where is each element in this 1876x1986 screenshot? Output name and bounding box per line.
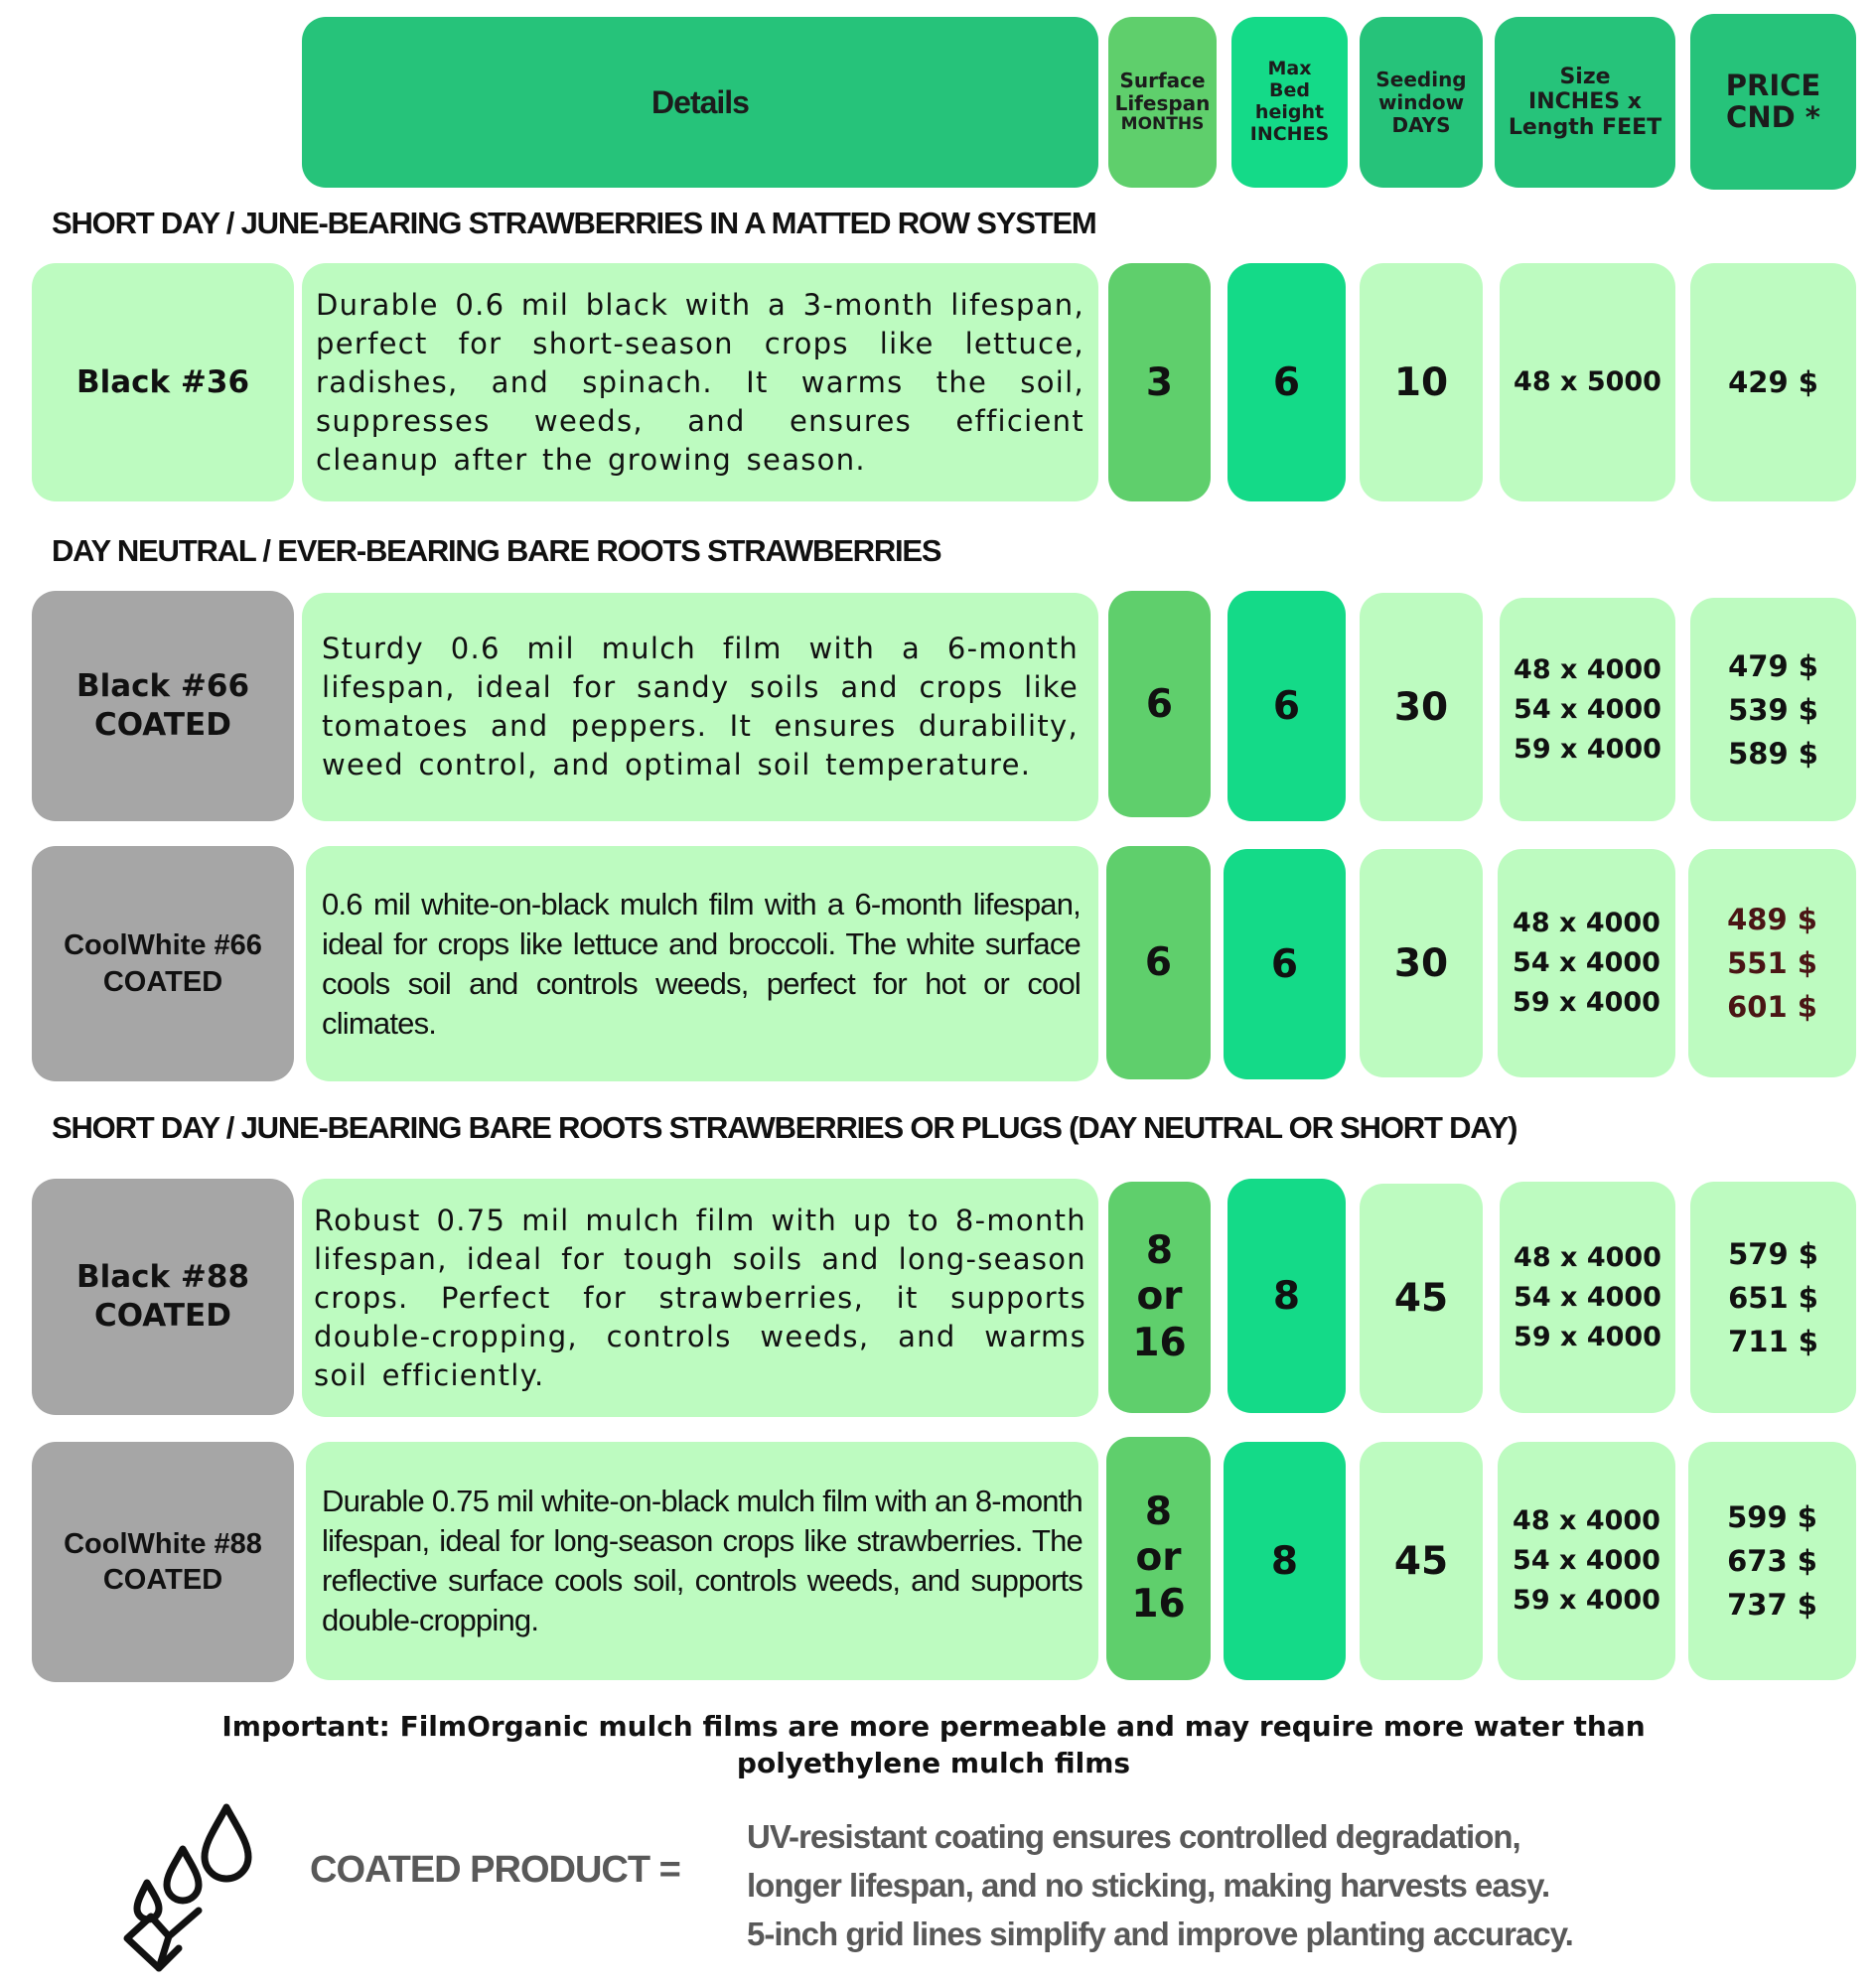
size-value: 54 x 4000 (1513, 1545, 1660, 1576)
price-value: 711 $ (1728, 1324, 1818, 1358)
size-value: 48 x 5000 (1514, 366, 1661, 397)
lifespan-cell (1108, 1182, 1211, 1413)
price-value: 737 $ (1727, 1588, 1817, 1622)
seeding-window-cell (1360, 263, 1483, 501)
price-value: 673 $ (1727, 1544, 1817, 1578)
header-surface-lifespan (1108, 17, 1217, 188)
price-value: 539 $ (1728, 692, 1818, 727)
product-description-text: Robust 0.75 mil mulch film with up to 8-month lifespan, ideal for tough soils and long-season crops. Perfect for strawberries, it supports double-cropping, controls weeds, and warms soil efficiently. (314, 1203, 1086, 1392)
header-size (1495, 17, 1675, 188)
size-value: 59 x 4000 (1514, 733, 1661, 765)
bed-height-cell (1224, 849, 1346, 1079)
size-value: 59 x 4000 (1513, 987, 1660, 1018)
lifespan-value: 16 (1132, 1320, 1187, 1365)
seeding-window-cell (1360, 1184, 1483, 1413)
seeding-window-value: 30 (1393, 940, 1449, 986)
product-description-text: Sturdy 0.6 mil mulch film with a 6-month lifespan, ideal for sandy soils and crops like tomatoes and peppers. It ensures durability, weed control, and optimal soil temperature. (322, 632, 1079, 781)
price-value: 489 $ (1727, 903, 1817, 936)
lifespan-value: 6 (1145, 681, 1174, 727)
coated-product-label: COATED PRODUCT = (310, 1849, 680, 1891)
price-value: 599 $ (1727, 1500, 1817, 1534)
header-size-line2: INCHES x (1528, 89, 1642, 115)
product-description-text: Durable 0.75 mil white-on-black mulch film with an 8-month lifespan, ideal for long-season crops like strawberries. The reflective surface cools soil, controls weeds, and supports double-cropping. (322, 1484, 1082, 1637)
seeding-window-value: 30 (1393, 684, 1449, 730)
size-cell (1500, 1182, 1675, 1413)
header-seeding-window (1360, 17, 1483, 188)
size-value: 48 x 4000 (1513, 1505, 1660, 1536)
product-description-text: 0.6 mil white-on-black mulch film with a 6-month lifespan, ideal for crops like lettuce and broccoli. The white surface cools soil and controls weeds, perfect for hot or cool climates. (322, 886, 1081, 1041)
product-description (306, 846, 1098, 1081)
header-price (1690, 14, 1856, 190)
seeding-window-value: 45 (1393, 1276, 1449, 1321)
lifespan-cell (1106, 1437, 1211, 1680)
coated-line: 5-inch grid lines simplify and improve planting accuracy. (747, 1915, 1573, 1952)
lifespan-value: 8 (1144, 1490, 1173, 1535)
product-description (306, 1442, 1098, 1680)
bed-height-value: 6 (1272, 359, 1301, 405)
header-seeding-window-line3: DAYS (1391, 112, 1451, 137)
header-surface-lifespan-line2: Lifespan (1114, 91, 1211, 116)
size-value: 48 x 4000 (1514, 653, 1661, 685)
header-price-line1: PRICE (1725, 68, 1821, 102)
header-price-line2: CND * (1726, 99, 1820, 134)
product-name-line: COATED (102, 1564, 223, 1596)
lifespan-value: 6 (1144, 940, 1173, 985)
product-name-line: COATED (94, 707, 231, 743)
price-value: 589 $ (1728, 736, 1818, 771)
size-cell (1500, 263, 1675, 501)
important-note: Important: FilmOrganic mulch films are more permeable and may require more water than polyethylene mulch films (221, 1710, 1646, 1779)
seeding-window-value: 45 (1393, 1538, 1449, 1584)
product-name-line: CoolWhite #88 (64, 1527, 262, 1560)
size-value: 59 x 4000 (1513, 1585, 1660, 1616)
size-value: 54 x 4000 (1514, 693, 1661, 725)
header-details (302, 17, 1098, 188)
price-cell (1690, 598, 1856, 821)
size-cell (1500, 598, 1675, 821)
product-name-coolwhite-88 (32, 1442, 294, 1682)
lifespan-value: or (1136, 1274, 1183, 1320)
product-description (302, 1179, 1098, 1417)
seeding-window-value: 10 (1393, 359, 1449, 405)
plant-with-water-drops-icon (117, 1799, 256, 1978)
header-max-bed-height (1231, 17, 1348, 188)
coated-line: longer lifespan, and no sticking, making harvests easy. (747, 1867, 1550, 1904)
section-title: SHORT DAY / JUNE-BEARING BARE ROOTS STRAWBERRIES OR PLUGS (DAY NEUTRAL OR SHORT DAY) (52, 1110, 1517, 1145)
size-value: 54 x 4000 (1514, 1281, 1661, 1313)
price-value: 479 $ (1728, 648, 1818, 683)
price-value: 651 $ (1728, 1280, 1818, 1315)
size-value: 48 x 4000 (1514, 1241, 1661, 1273)
lifespan-value: or (1135, 1535, 1182, 1581)
product-name-coolwhite-66 (32, 846, 294, 1081)
bed-height-value: 8 (1272, 1273, 1301, 1319)
price-cell (1690, 1182, 1856, 1413)
bed-height-cell (1227, 263, 1346, 501)
bed-height-cell (1227, 1179, 1346, 1413)
coated-product-description (747, 1812, 1573, 1958)
product-name-line: Black #66 (75, 668, 250, 705)
header-seeding-window-line1: Seeding (1375, 67, 1467, 91)
header-seeding-window-line2: window (1377, 89, 1465, 114)
header-size-line3: Length FEET (1508, 114, 1662, 140)
lifespan-value: 16 (1131, 1581, 1186, 1627)
section-title: DAY NEUTRAL / EVER-BEARING BARE ROOTS STRAWBERRIES (52, 533, 941, 568)
header-surface-lifespan-line3: MONTHS (1120, 114, 1205, 135)
seeding-window-cell (1360, 1442, 1483, 1680)
product-name-black-66 (32, 591, 294, 821)
product-name-line: COATED (94, 1298, 231, 1334)
product-name-black-88 (32, 1179, 294, 1415)
header-max-bed-height-line2: Bed (1269, 79, 1310, 102)
bed-height-value: 6 (1272, 683, 1301, 729)
header-surface-lifespan-line1: Surface (1119, 69, 1206, 93)
price-value: 551 $ (1727, 946, 1817, 980)
size-value: 54 x 4000 (1513, 947, 1660, 978)
bed-height-cell (1227, 591, 1346, 821)
product-description (302, 263, 1098, 501)
lifespan-cell (1106, 846, 1211, 1079)
size-value: 48 x 4000 (1513, 908, 1660, 938)
product-name-line: Black #88 (75, 1259, 250, 1296)
header-max-bed-height-line1: Max (1267, 58, 1312, 80)
header-details-label: Details (651, 83, 749, 120)
product-name-line: CoolWhite #66 (64, 929, 262, 962)
price-value: 429 $ (1728, 365, 1818, 399)
bed-height-value: 6 (1270, 941, 1299, 987)
product-description (302, 593, 1098, 821)
size-value: 59 x 4000 (1514, 1321, 1661, 1352)
product-name-black-36 (32, 263, 294, 501)
lifespan-value: 8 (1145, 1228, 1174, 1274)
seeding-window-cell (1360, 593, 1483, 821)
price-cell (1688, 1442, 1856, 1680)
header-max-bed-height-line3: height (1254, 101, 1325, 123)
price-cell (1688, 849, 1856, 1077)
price-value: 579 $ (1728, 1236, 1818, 1271)
lifespan-cell (1108, 263, 1211, 501)
lifespan-value: 3 (1145, 359, 1174, 405)
header-size-line1: Size (1559, 65, 1611, 90)
product-description-text: Durable 0.6 mil black with a 3-month lifespan, perfect for short-season crops like lettuce, radishes, and spinach. It warms the soil, suppresses weeds, and ensures efficient cleanup after the growing season. (316, 287, 1084, 477)
product-name-line: Black #36 (75, 363, 250, 400)
price-cell (1690, 263, 1856, 501)
section-title: SHORT DAY / JUNE-BEARING STRAWBERRIES IN A MATTED ROW SYSTEM (52, 206, 1096, 240)
size-cell (1498, 849, 1675, 1077)
price-value: 601 $ (1727, 990, 1817, 1024)
seeding-window-cell (1360, 849, 1483, 1077)
coated-line: UV-resistant coating ensures controlled degradation, (747, 1818, 1520, 1855)
product-name-line: COATED (102, 965, 223, 998)
bed-height-cell (1224, 1442, 1346, 1680)
size-cell (1498, 1442, 1675, 1680)
lifespan-cell (1108, 591, 1211, 817)
bed-height-value: 8 (1270, 1538, 1299, 1584)
header-max-bed-height-line4: INCHES (1249, 122, 1330, 145)
